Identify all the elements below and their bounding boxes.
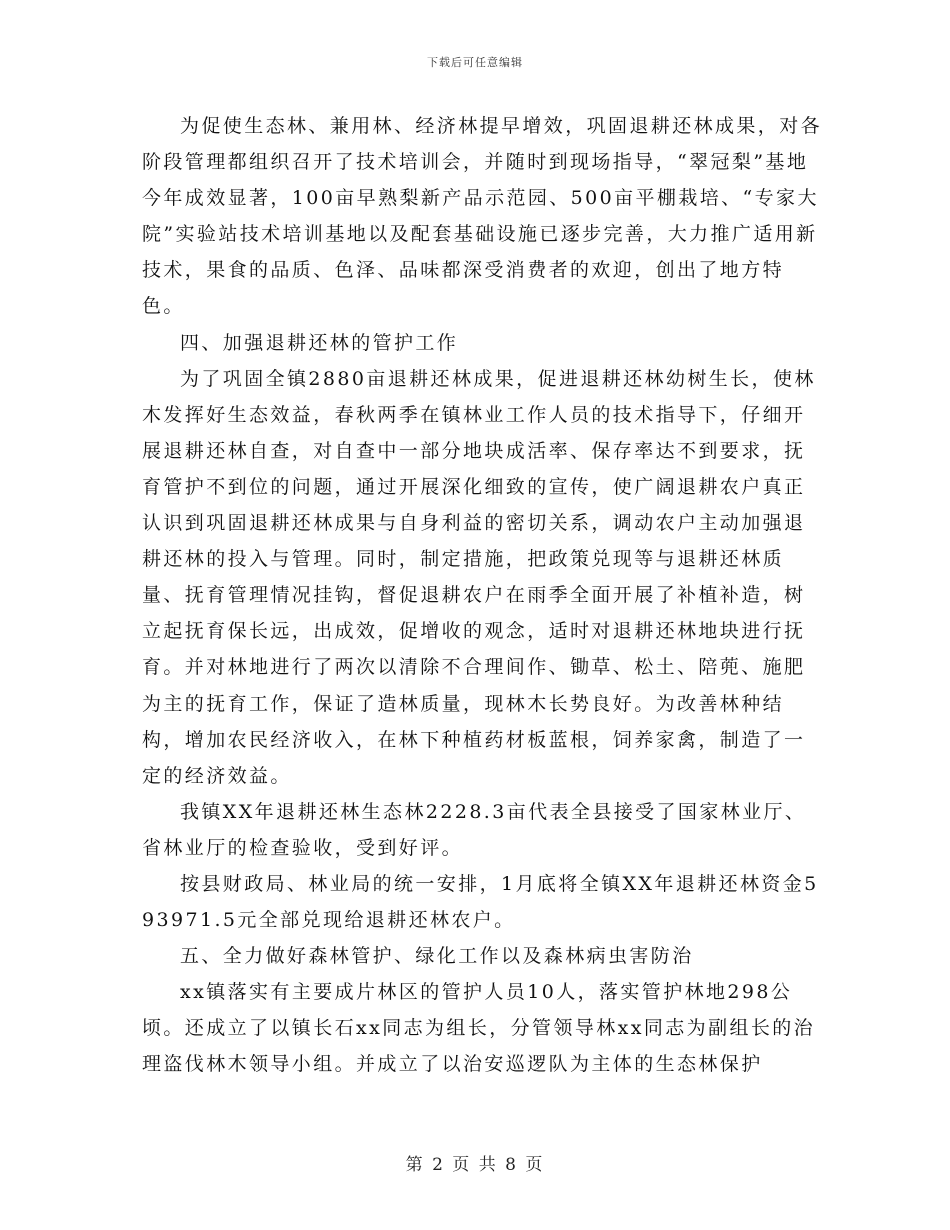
total-pages: 8: [505, 1155, 518, 1175]
page-middle: 页 共: [452, 1155, 498, 1175]
paragraph-1: 为促使生态林、兼用林、经济林提早增效，巩固退耕还林成果，对各阶段管理都组织召开了技术培训会，并随时到现场指导，“翠冠梨”基地今年成效显著，100亩早熟梨新产品示范园、500亩平棚栽培、“专家大院”实验站技术培训基地以及配套基础设施已逐步完善，大力推广适用新技术，果食的品质、色泽、品味都深受消费者的欢迎，创出了地方特色。: [142, 115, 823, 318]
paragraph-2: 为了巩固全镇2880亩退耕还林成果，促进退耕还林幼树生长，使林木发挥好生态效益，春秋两季在镇林业工作人员的技术指导下，仔细开展退耕还林自查，对自查中一部分地块成活率、保存率达不到要求，抚育管护不到位的问题，通过开展深化细致的宣传，使广阔退耕农户真正认识到巩固退耕还林成果与自身利益的密切关系，调动农户主动加强退耕还林的投入与管理。同时，制定措施，把政策兑现等与退耕还林质量、抚育管理情况挂钩，督促退耕农户在雨季全面开展了补植补造，树立起抚育保长远，出成效，促增收的观念，适时对退耕还林地块进行抚育。并对林地进行了两次以清除不合理间作、锄草、松土、陪蔸、施肥为主的抚育工作，保证了造林质量，现林木长势良好。为改善林种结构，增加农民经济收入，在林下种植药材板蓝根，饲养家禽，制造了一定的经济效益。: [142, 367, 816, 787]
document-body: [142, 108, 822, 1083]
page-footer: [0, 1150, 950, 1175]
paragraph-5: xx镇落实有主要成片林区的管护人员10人，落实管护林地298公顷。还成立了以镇长石xx同志为组长，分管领导林xx同志为副组长的治理盗伐林木领导小组。并成立了以治安巡逻队为主体的生态林保护: [142, 981, 816, 1076]
paragraph-4: 按县财政局、林业局的统一安排，1月底将全镇XX年退耕还林资金593971.5元全部兑现给退耕还林农户。: [142, 872, 819, 932]
header-note: 下载后可任意编辑: [427, 56, 523, 69]
section-heading-4: 四、加强退耕还林的管护工作: [180, 331, 459, 354]
page-prefix: 第: [405, 1155, 425, 1175]
page-number: 2: [432, 1155, 445, 1175]
section-heading-5: 五、全力做好森林管护、绿化工作以及森林病虫害防治: [180, 945, 694, 968]
paragraph-3: 我镇XX年退耕还林生态林2228.3亩代表全县接受了国家林业厅、省林业厅的检查验收，受到好评。: [142, 800, 807, 859]
page-suffix: 页: [525, 1155, 545, 1175]
